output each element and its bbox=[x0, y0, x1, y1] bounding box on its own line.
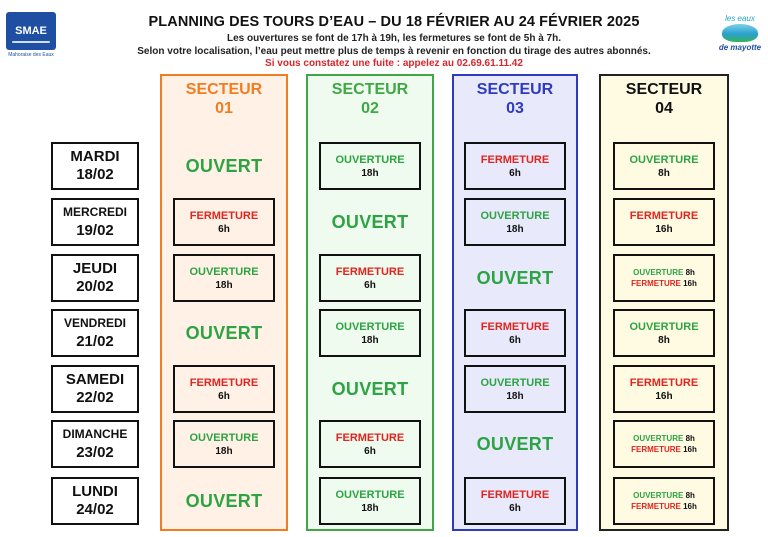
closure-cell bbox=[319, 254, 421, 302]
status-open: OUVERT bbox=[185, 490, 263, 511]
status-open: OUVERT bbox=[331, 211, 409, 232]
day-date: 18/02 bbox=[76, 166, 114, 183]
closure-label: FERMETURE bbox=[335, 431, 405, 444]
opening-label: OUVERTURE bbox=[629, 320, 699, 333]
status-open: OUVERT bbox=[331, 378, 409, 399]
status-open: OUVERT bbox=[185, 322, 263, 343]
eaux-logo-bottom: de mayotte bbox=[718, 43, 762, 52]
closure-label: FERMETURE bbox=[189, 376, 259, 389]
day-date: 21/02 bbox=[76, 333, 114, 350]
opening-label: OUVERTURE bbox=[335, 488, 405, 501]
opening-label: OUVERTURE bbox=[189, 431, 259, 444]
closure-label: FERMETURE bbox=[631, 279, 681, 288]
opening-cell bbox=[173, 420, 275, 468]
wave-icon bbox=[722, 24, 758, 42]
day-label-4 bbox=[51, 309, 139, 357]
day-date: 19/02 bbox=[76, 222, 114, 239]
day-name: DIMANCHE bbox=[62, 427, 128, 441]
status-open: OUVERT bbox=[476, 433, 554, 454]
closure-hour: 6h bbox=[218, 223, 230, 235]
open-close-cell bbox=[613, 477, 715, 525]
sector-01-number: 01 bbox=[215, 100, 233, 117]
closure-line bbox=[631, 444, 697, 455]
opening-hour: 8h bbox=[658, 334, 670, 346]
sector-03-number: 03 bbox=[506, 100, 524, 117]
closure-cell bbox=[464, 142, 566, 190]
closure-label: FERMETURE bbox=[631, 445, 681, 454]
opening-line bbox=[633, 267, 695, 278]
sector-03-heading bbox=[454, 80, 576, 118]
opening-line bbox=[633, 433, 695, 444]
closure-hour: 6h bbox=[509, 167, 521, 179]
closure-label: FERMETURE bbox=[480, 320, 550, 333]
closure-hour: 6h bbox=[509, 502, 521, 514]
closure-line bbox=[631, 501, 697, 512]
closure-hour: 16h bbox=[655, 390, 673, 402]
day-name: SAMEDI bbox=[65, 371, 125, 388]
closure-cell bbox=[613, 198, 715, 246]
smae-logo bbox=[6, 12, 56, 68]
smae-logo-subtitle: Mahoraise des Eaux bbox=[8, 52, 54, 58]
opening-hour: 18h bbox=[215, 279, 233, 291]
opening-hour: 8h bbox=[685, 268, 695, 277]
closure-hour: 6h bbox=[364, 279, 376, 291]
closure-hour: 16h bbox=[655, 223, 673, 235]
day-label-3 bbox=[51, 254, 139, 302]
day-label-2 bbox=[51, 198, 139, 246]
leak-phone-note: Si vous constatez une fuite : appelez au 02.69.61.11.42 bbox=[265, 58, 523, 69]
closure-cell bbox=[173, 198, 275, 246]
day-name: MERCREDI bbox=[62, 205, 127, 219]
closure-hour: 16h bbox=[683, 279, 697, 288]
sector-04-heading bbox=[601, 80, 727, 118]
opening-hour: 18h bbox=[506, 223, 524, 235]
closure-hour: 6h bbox=[218, 390, 230, 402]
status-open: OUVERT bbox=[185, 155, 263, 176]
sector-02-label: SECTEUR bbox=[331, 81, 409, 98]
closure-hour: 6h bbox=[364, 445, 376, 457]
sector-01-label: SECTEUR bbox=[185, 81, 263, 98]
closure-cell bbox=[319, 420, 421, 468]
opening-label: OUVERTURE bbox=[633, 491, 684, 500]
day-label-6 bbox=[51, 420, 139, 468]
status-open: OUVERT bbox=[476, 267, 554, 288]
opening-hour: 18h bbox=[215, 445, 233, 457]
opening-label: OUVERTURE bbox=[629, 153, 699, 166]
opening-cell bbox=[613, 309, 715, 357]
opening-cell bbox=[464, 365, 566, 413]
opening-hour: 18h bbox=[361, 167, 379, 179]
day-date: 20/02 bbox=[76, 278, 114, 295]
closure-label: FERMETURE bbox=[480, 488, 550, 501]
sector-01-heading bbox=[162, 80, 286, 118]
location-note: Selon votre localisation, l’eau peut mettre plus de temps à revenir en fonction du tirage des autres abonnés. bbox=[137, 46, 651, 57]
closure-label: FERMETURE bbox=[189, 209, 259, 222]
closure-line bbox=[631, 278, 697, 289]
day-label-5 bbox=[51, 365, 139, 413]
page-title: PLANNING DES TOURS D’EAU – DU 18 FÉVRIER AU 24 FÉVRIER 2025 bbox=[148, 14, 640, 30]
closure-hour: 16h bbox=[683, 445, 697, 454]
opening-hour: 18h bbox=[506, 390, 524, 402]
sector-04-label: SECTEUR bbox=[625, 81, 703, 98]
closure-label: FERMETURE bbox=[629, 376, 699, 389]
opening-hour: 8h bbox=[685, 491, 695, 500]
opening-hour: 18h bbox=[361, 502, 379, 514]
opening-cell bbox=[319, 309, 421, 357]
smae-logo-mark: SMAE bbox=[6, 12, 56, 50]
opening-label: OUVERTURE bbox=[189, 265, 259, 278]
sector-04-number: 04 bbox=[655, 100, 673, 117]
day-date: 23/02 bbox=[76, 444, 114, 461]
opening-line bbox=[633, 490, 695, 501]
closure-label: FERMETURE bbox=[629, 209, 699, 222]
opening-hour: 18h bbox=[361, 334, 379, 346]
eaux-de-mayotte-logo bbox=[716, 14, 764, 66]
closure-hour: 6h bbox=[509, 334, 521, 346]
opening-label: OUVERTURE bbox=[480, 209, 550, 222]
closure-label: FERMETURE bbox=[335, 265, 405, 278]
opening-label: OUVERTURE bbox=[335, 153, 405, 166]
sector-03-label: SECTEUR bbox=[476, 81, 554, 98]
day-name: LUNDI bbox=[72, 483, 118, 500]
hours-note: Les ouvertures se font de 17h à 19h, les fermetures se font de 5h à 7h. bbox=[226, 33, 561, 44]
opening-cell bbox=[613, 142, 715, 190]
closure-label: FERMETURE bbox=[480, 153, 550, 166]
closure-label: FERMETURE bbox=[631, 502, 681, 511]
closure-cell bbox=[173, 365, 275, 413]
day-name: JEUDI bbox=[72, 260, 118, 277]
day-name: MARDI bbox=[70, 148, 120, 165]
opening-cell bbox=[464, 198, 566, 246]
day-name: VENDREDI bbox=[63, 316, 126, 330]
opening-label: OUVERTURE bbox=[633, 434, 684, 443]
opening-hour: 8h bbox=[685, 434, 695, 443]
day-label-7 bbox=[51, 477, 139, 525]
eaux-logo-top: les eaux bbox=[725, 14, 755, 23]
sector-02-number: 02 bbox=[361, 100, 379, 117]
opening-cell bbox=[319, 142, 421, 190]
opening-label: OUVERTURE bbox=[633, 268, 684, 277]
opening-cell bbox=[319, 477, 421, 525]
closure-cell bbox=[464, 477, 566, 525]
opening-label: OUVERTURE bbox=[480, 376, 550, 389]
closure-cell bbox=[613, 365, 715, 413]
opening-cell bbox=[173, 254, 275, 302]
opening-hour: 8h bbox=[658, 167, 670, 179]
day-label-1 bbox=[51, 142, 139, 190]
open-close-cell bbox=[613, 254, 715, 302]
day-date: 24/02 bbox=[76, 501, 114, 518]
closure-hour: 16h bbox=[683, 502, 697, 511]
open-close-cell bbox=[613, 420, 715, 468]
day-date: 22/02 bbox=[76, 389, 114, 406]
opening-label: OUVERTURE bbox=[335, 320, 405, 333]
sector-02-heading bbox=[308, 80, 432, 118]
closure-cell bbox=[464, 309, 566, 357]
